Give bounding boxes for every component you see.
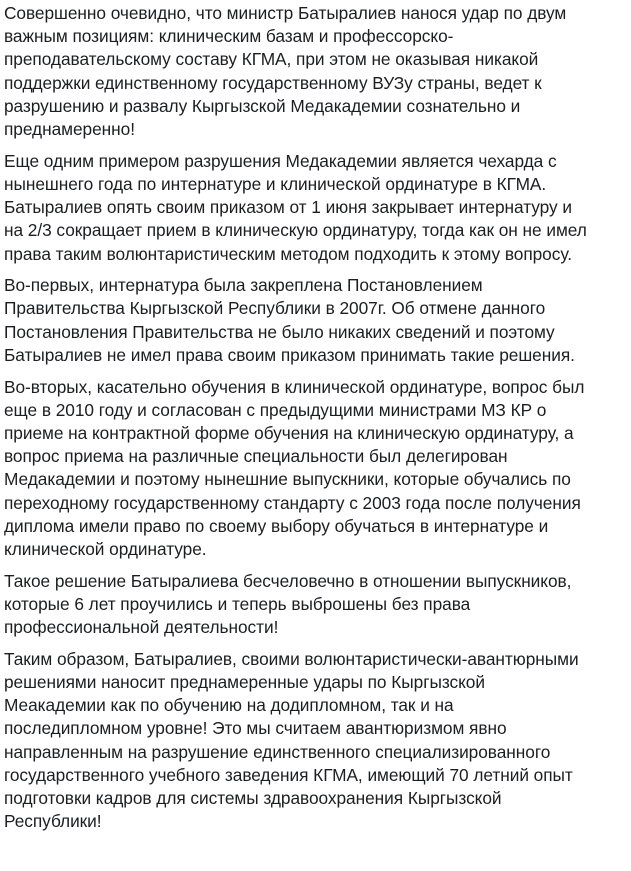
text-line: которые 6 лет проучились и теперь выброшены без права — [4, 593, 471, 614]
text-line: приеме на контрактной форме обучения на клиническую ординатуру, а — [4, 422, 574, 443]
post-body — [4, 2, 629, 833]
text-line: профессиональной деятельности! — [4, 617, 279, 638]
text-line: направленным на разрушение единственного специализированного — [4, 741, 551, 762]
text-line: на 2/3 сокращает прием в клиническую ординатуру, тогда как он не имел — [4, 220, 587, 241]
text-line: Совершенно очевидно, что министр Батыралиев нанося удар по двум — [4, 3, 567, 23]
text-line: подготовки кадров для системы здравоохранения Кыргызской — [4, 788, 502, 808]
paragraph-6 — [4, 648, 629, 834]
text-line: последипломном уровне! Это мы считаем авантюризмом явно — [4, 718, 507, 739]
paragraph-2 — [4, 150, 629, 266]
text-line: Меакадемии как по обучению на додипломном, так и на — [4, 695, 454, 716]
text-line: еще в 2010 году и согласован с предыдущими министрами МЗ КР о — [4, 399, 547, 420]
text-line: Правительства Кыргызской Республики в 2007г. Об отмене данного — [4, 298, 546, 319]
paragraph-4 — [4, 376, 629, 562]
text-line: Такое решение Батыралиева бесчеловечно в отношении выпускников, — [4, 570, 572, 591]
text-line: переходному государственному стандарту с 2003 года после получения — [4, 492, 581, 513]
text-line: Батыралиев опять своим приказом от 1 июня закрывает интернатуру и — [4, 197, 572, 218]
text-line: Батыралиев не имел права своим приказом принимать такие решения. — [4, 344, 575, 365]
text-line: клинической ординатуре. — [4, 538, 207, 559]
text-line: Республики! — [4, 811, 102, 832]
text-line: Постановления Правительства не было никаких сведений и поэтому — [4, 321, 555, 342]
text-line: важным позициям: клиническим базам и профессорско- — [4, 26, 454, 47]
text-line: преднамеренно! — [4, 119, 135, 140]
text-line: Во-вторых, касательно обучения в клинической ординатуре, вопрос был — [4, 376, 585, 397]
text-line: Во-первых, интернатура была закреплена Постановлением — [4, 275, 483, 296]
text-line: диплома имели право по своему выбору обучаться в интернатуре и — [4, 515, 549, 536]
text-line: права таким волюнтаристическим методом подходить к этому вопросу. — [4, 243, 572, 264]
paragraph-1 — [4, 2, 629, 141]
text-line: Медакадемии и поэтому нынешние выпускники, которые обучались по — [4, 469, 571, 490]
text-line: государственного учебного заведения КГМА, имеющий 70 летний опыт — [4, 764, 573, 785]
paragraph-5 — [4, 570, 629, 640]
text-line: Таким образом, Батыралиев, своими волюнтаристически-авантюрными — [4, 648, 579, 669]
text-line: поддержки единственному государственному ВУЗу страны, ведет к — [4, 72, 542, 93]
text-line: преподавательскому составу КГМА, при этом не оказывая никакой — [4, 49, 539, 70]
text-line: вопрос приема на различные специальности был делегирован — [4, 446, 508, 467]
text-line: решениями наносит преднамеренные удары по Кыргызской — [4, 671, 485, 692]
text-line: разрушению и развалу Кыргызской Медакадемии сознательно и — [4, 95, 521, 116]
text-line: нынешнего года по интернатуре и клинической ординатуре в КГМА. — [4, 173, 547, 194]
paragraph-3 — [4, 274, 629, 367]
text-line: Еще одним примером разрушения Медакадемии является чехарда с — [4, 150, 557, 171]
